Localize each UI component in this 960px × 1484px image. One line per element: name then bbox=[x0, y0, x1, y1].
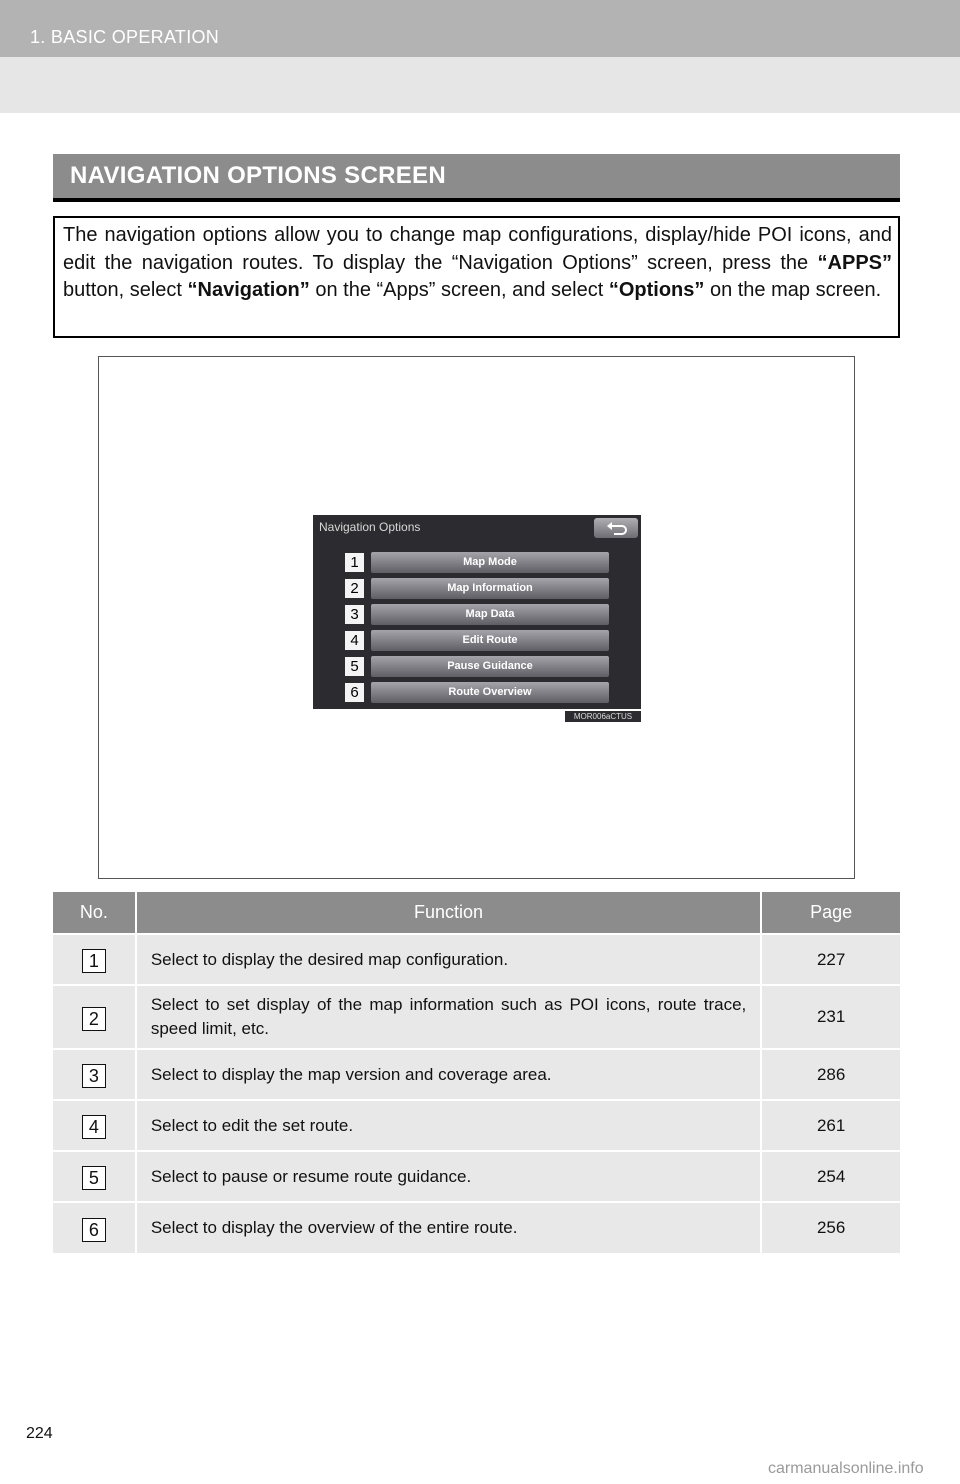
page-cell: 227 bbox=[761, 934, 900, 985]
function-cell: Select to edit the set route. bbox=[136, 1100, 761, 1151]
number-box: 3 bbox=[82, 1064, 106, 1088]
page-cell: 256 bbox=[761, 1202, 900, 1253]
nav-row-1[interactable] bbox=[313, 552, 641, 574]
header-page: Page bbox=[761, 892, 900, 934]
number-box: 1 bbox=[82, 949, 106, 973]
table-row bbox=[53, 985, 900, 1049]
table-header-row bbox=[53, 892, 900, 934]
navigation-options-screenshot bbox=[313, 515, 641, 709]
intro-text bbox=[63, 222, 892, 305]
watermark: carmanualsonline.info bbox=[768, 1460, 924, 1477]
back-button[interactable] bbox=[594, 518, 638, 538]
number-box: 5 bbox=[82, 1166, 106, 1190]
map-data-button[interactable]: Map Data bbox=[371, 604, 609, 625]
screen-title: Navigation Options bbox=[319, 520, 421, 534]
function-cell: Select to display the overview of the entire route. bbox=[136, 1202, 761, 1253]
function-cell: Select to display the map version and coverage area. bbox=[136, 1049, 761, 1100]
map-information-button[interactable]: Map Information bbox=[371, 578, 609, 599]
intro-part-2: button, select bbox=[63, 279, 188, 301]
figure-frame bbox=[98, 356, 855, 879]
page-number: 224 bbox=[26, 1425, 53, 1442]
row-number-cell bbox=[53, 934, 136, 985]
item-number: 1 bbox=[345, 553, 364, 572]
row-number-cell bbox=[53, 1100, 136, 1151]
intro-part-3: on the “Apps” screen, and select bbox=[309, 279, 609, 301]
table-row bbox=[53, 1151, 900, 1202]
nav-row-4[interactable] bbox=[313, 630, 641, 652]
item-number: 6 bbox=[345, 683, 364, 702]
function-cell: Select to pause or resume route guidance. bbox=[136, 1151, 761, 1202]
pause-guidance-button[interactable]: Pause Guidance bbox=[371, 656, 609, 677]
row-number-cell bbox=[53, 1202, 136, 1253]
function-cell: Select to set display of the map information such as POI icons, route trace, speed limit, etc. bbox=[136, 985, 761, 1049]
edit-route-button[interactable]: Edit Route bbox=[371, 630, 609, 651]
figure-code: MOR006aCTUS bbox=[565, 711, 641, 722]
page-cell: 254 bbox=[761, 1151, 900, 1202]
function-cell: Select to display the desired map configuration. bbox=[136, 934, 761, 985]
function-table bbox=[53, 892, 900, 1253]
number-box: 2 bbox=[82, 1007, 106, 1031]
number-box: 6 bbox=[82, 1218, 106, 1242]
row-number-cell bbox=[53, 1151, 136, 1202]
intro-apps: “APPS” bbox=[817, 251, 892, 274]
table-row bbox=[53, 934, 900, 985]
item-number: 2 bbox=[345, 579, 364, 598]
intro-options: “Options” bbox=[608, 279, 705, 301]
back-arrow-icon bbox=[606, 521, 628, 535]
page-cell: 261 bbox=[761, 1100, 900, 1151]
table-row bbox=[53, 1100, 900, 1151]
row-number-cell bbox=[53, 1049, 136, 1100]
page-cell: 286 bbox=[761, 1049, 900, 1100]
item-number: 3 bbox=[345, 605, 364, 624]
number-box: 4 bbox=[82, 1115, 106, 1139]
intro-box bbox=[53, 216, 900, 338]
table-row bbox=[53, 1202, 900, 1253]
nav-row-6[interactable] bbox=[313, 682, 641, 704]
intro-part-1: The navigation options allow you to change map configurations, display/hide POI icons, and edit the navigation routes. To display the “Navigation Options” screen, press the bbox=[63, 224, 892, 274]
map-mode-button[interactable]: Map Mode bbox=[371, 552, 609, 573]
section-title: NAVIGATION OPTIONS SCREEN bbox=[70, 162, 446, 189]
header-no: No. bbox=[53, 892, 136, 934]
row-number-cell bbox=[53, 985, 136, 1049]
section-label: 1. BASIC OPERATION bbox=[30, 27, 220, 47]
table-row bbox=[53, 1049, 900, 1100]
item-number: 5 bbox=[345, 657, 364, 676]
intro-navigation: “Navigation” bbox=[187, 279, 310, 301]
intro-part-4: on the map screen. bbox=[704, 279, 882, 301]
nav-row-3[interactable] bbox=[313, 604, 641, 626]
nav-row-5[interactable] bbox=[313, 656, 641, 678]
item-number: 4 bbox=[345, 631, 364, 650]
section-heading-bar bbox=[53, 154, 900, 202]
route-overview-button[interactable]: Route Overview bbox=[371, 682, 609, 703]
page-cell: 231 bbox=[761, 985, 900, 1049]
nav-row-2[interactable] bbox=[313, 578, 641, 600]
header-function: Function bbox=[136, 892, 761, 934]
